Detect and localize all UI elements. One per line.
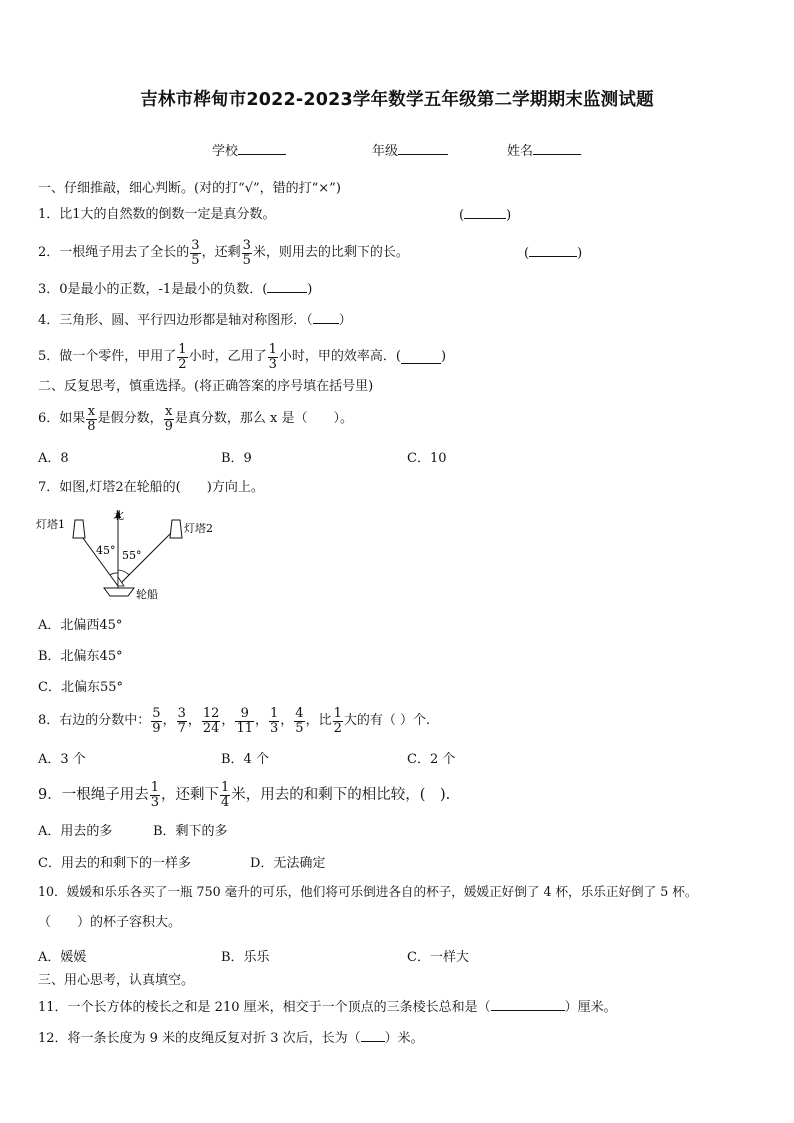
lighthouse-2-icon (170, 520, 182, 538)
q8-separator: ， (280, 713, 294, 728)
q12-text-b: ）米。 (384, 1031, 424, 1046)
q5-text-a: 5．做一个零件，甲用了 (38, 349, 177, 364)
q5-fraction-1 (177, 343, 187, 372)
question-9 (38, 775, 450, 815)
q9-text-a: 9．一根绳子用去 (38, 787, 149, 803)
q3-blank[interactable] (267, 280, 307, 293)
grade-field (372, 140, 448, 159)
q10-option-b[interactable]: B．乐乐 (221, 950, 270, 965)
q8-fraction-3 (202, 707, 221, 736)
page-title: 吉林市桦甸市2022-2023学年数学五年级第二学期期末监测试题 (140, 90, 654, 110)
name-label: 姓名 (507, 144, 534, 159)
q1-paren-right: ) (506, 208, 512, 223)
q6-f2-numerator: x (165, 403, 173, 419)
q10-option-a[interactable]: A．媛媛 (38, 950, 87, 965)
q8-fraction-numerator: 1 (270, 705, 279, 721)
q9-option-b[interactable]: B．剩下的多 (153, 824, 228, 839)
q9-f2-denominator: 4 (221, 794, 230, 810)
q6-text-c: 是真分数，那么 x 是（ ）。 (174, 411, 353, 426)
name-field (507, 140, 581, 159)
q8-fraction-6 (294, 707, 304, 736)
q4-blank[interactable] (313, 311, 339, 324)
q11-blank[interactable] (491, 998, 565, 1011)
q7-option-b[interactable]: B．北偏东45° (38, 649, 123, 664)
q8-option-b[interactable]: B．4 个 (221, 752, 269, 767)
q9-option-d[interactable]: D．无法确定 (250, 856, 326, 871)
q3-paren-right: ) (307, 282, 313, 297)
q5-blank[interactable] (401, 351, 441, 364)
name-blank[interactable] (533, 140, 581, 155)
q6-f1-numerator: x (87, 403, 96, 419)
section-2-heading: 二、反复思考，慎重选择。(将正确答案的序号填在括号里) (38, 379, 374, 394)
q7-option-c[interactable]: C．北偏东55° (38, 680, 123, 695)
question-10-line-2: （ ）的杯子容积大。 (38, 915, 182, 930)
lighthouse-2-label: 灯塔2 (184, 522, 213, 535)
question-3 (38, 280, 312, 299)
q6-option-a[interactable]: A．8 (38, 451, 69, 466)
q8-option-c[interactable]: C．2 个 (407, 752, 456, 767)
q8-fraction-half (333, 707, 343, 736)
q9-text-b: ，还剩下 (161, 787, 220, 803)
lighthouse-1-label: 灯塔1 (36, 518, 65, 531)
q6-text-a: 6．如果 (38, 411, 86, 426)
q2-f2-denominator: 5 (242, 252, 251, 268)
q8-fraction-numerator: 3 (177, 705, 186, 721)
q6-f2-denominator: 9 (164, 418, 173, 434)
question-8 (38, 702, 430, 740)
q6-fraction-2 (164, 405, 174, 434)
grade-blank[interactable] (398, 140, 448, 155)
question-10-line-1: 10．媛媛和乐乐各买了一瓶 750 毫升的可乐，他们将可乐倒进各自的杯子，媛媛正好倒了 4 杯，乐乐正好倒了 5 杯。 (38, 884, 698, 899)
q12-blank[interactable] (361, 1029, 385, 1042)
q8-separator: ， (187, 713, 201, 728)
q8-text-b: ，比 (305, 713, 332, 728)
angle-1-label: 45° (96, 544, 116, 557)
q8-fraction-denominator: 5 (295, 720, 304, 736)
north-label: 北 (113, 509, 124, 522)
q4-paren-right: ） (338, 313, 352, 328)
q2-text-a: 2．一根绳子用去了全长的 (38, 245, 190, 260)
q5-fraction-2 (268, 343, 278, 372)
line-to-lighthouse-1 (80, 534, 118, 586)
q9-option-a[interactable]: A．用去的多 (38, 824, 113, 839)
section-3-heading: 三、用心思考，认真填空。 (38, 973, 195, 988)
section-1-heading: 一、仔细推敲，细心判断。(对的打“√”，错的打“×”) (38, 181, 341, 196)
q8-fraction-denominator: 3 (270, 720, 279, 736)
q9-f1-numerator: 1 (150, 779, 160, 795)
q8-fraction-numerator: 9 (240, 705, 249, 721)
q8-fraction-numerator: 4 (295, 705, 304, 721)
q8-fraction-list (150, 707, 305, 736)
question-12 (38, 1029, 424, 1048)
q11-text-b: ）厘米。 (564, 1000, 617, 1015)
q1-answer[interactable] (459, 206, 511, 225)
q5-f1-denominator: 2 (178, 356, 187, 372)
ship-icon (104, 588, 134, 596)
q8-fraction-4 (235, 707, 254, 736)
q8-fraction-numerator: 5 (152, 705, 161, 721)
q8-fraction-denominator: 24 (202, 720, 220, 736)
lighthouse-1-icon (73, 520, 85, 538)
q8-text-c: 大的有（ ）个. (343, 713, 431, 728)
q9-f2-numerator: 1 (221, 779, 230, 795)
q1-blank[interactable] (464, 206, 506, 219)
angle-arc-2 (118, 570, 129, 575)
question-2 (38, 234, 409, 272)
angle-2-label: 55° (122, 549, 142, 562)
q2-blank[interactable] (529, 244, 577, 257)
q5-text-b: 小时，乙用了 (188, 349, 267, 364)
grade-label: 年级 (372, 144, 399, 159)
school-blank[interactable] (238, 140, 286, 155)
q6-fraction-1 (86, 405, 96, 434)
q5-f2-numerator: 1 (268, 341, 277, 357)
q6-option-c[interactable]: C．10 (407, 451, 447, 466)
question-7: 7．如图,灯塔2在轮船的( )方向上。 (38, 480, 264, 495)
q7-figure (36, 504, 236, 604)
angle-arc-1 (110, 573, 118, 575)
q8-fraction-1 (151, 707, 161, 736)
q8-fraction-numerator: 12 (202, 705, 220, 721)
q8-fraction-denominator: 9 (152, 720, 161, 736)
q4-text: 4．三角形、圆、平行四边形都是轴对称图形．（ (38, 313, 313, 328)
q2-answer[interactable] (524, 244, 582, 263)
q8-fraction-denominator: 7 (177, 720, 186, 736)
q8-fraction-denominator: 11 (236, 720, 253, 736)
q5-f1-numerator: 1 (178, 341, 187, 357)
school-field (212, 140, 286, 159)
q5-text-c: 小时，甲的效率高．( (278, 349, 401, 364)
q8-text-a: 8．右边的分数中： (38, 713, 151, 728)
q1-paren-left: ( (459, 208, 465, 223)
q8-half-numerator: 1 (333, 705, 342, 721)
q2-text-b: ，还剩 (201, 245, 241, 260)
question-4 (38, 311, 352, 330)
question-1 (38, 206, 276, 224)
q8-separator: ， (254, 713, 268, 728)
q5-paren-right: ) (440, 349, 447, 364)
q9-text-c: 米，用去的和剩下的相比较，( ). (231, 787, 451, 803)
q8-fraction-2 (177, 707, 187, 736)
school-label: 学校 (212, 144, 239, 159)
q2-f2-numerator: 3 (242, 237, 251, 253)
q3-text: 3．0是最小的正数，-1是最小的负数．( (38, 282, 268, 297)
q7-option-a[interactable]: A．北偏西45° (38, 618, 123, 633)
q2-text-c: 米，则用去的比剩下的长。 (252, 245, 409, 260)
q8-half-denominator: 2 (333, 720, 342, 736)
q10-option-c[interactable]: C．一样大 (407, 950, 469, 965)
q2-f1-denominator: 5 (191, 252, 200, 268)
q1-text: 1．比1大的自然数的倒数一定是真分数。 (38, 207, 276, 222)
q2-fraction-1 (190, 239, 200, 268)
question-6 (38, 400, 353, 438)
q2-paren-right: ) (577, 246, 583, 261)
q8-fraction-5 (269, 707, 279, 736)
q9-f1-denominator: 3 (150, 794, 160, 810)
ship-label: 轮船 (136, 588, 158, 601)
q6-option-b[interactable]: B．9 (221, 451, 252, 466)
q9-option-c[interactable]: C．用去的和剩下的一样多 (38, 856, 191, 871)
q8-separator: ， (221, 713, 235, 728)
q8-separator: ， (162, 713, 176, 728)
q9-fraction-2 (220, 781, 230, 810)
q11-text-a: 11．一个长方体的棱长之和是 210 厘米，相交于一个顶点的三条棱长总和是（ (38, 1000, 491, 1015)
q9-fraction-1 (150, 781, 160, 810)
q5-f2-denominator: 3 (268, 356, 277, 372)
q2-fraction-2 (242, 239, 252, 268)
q8-option-a[interactable]: A．3 个 (38, 752, 86, 767)
question-11 (38, 998, 617, 1017)
q12-text-a: 12．将一条长度为 9 米的皮绳反复对折 3 次后，长为（ (38, 1031, 361, 1046)
q2-f1-numerator: 3 (191, 237, 200, 253)
q6-text-b: 是假分数， (97, 411, 163, 426)
q6-f1-denominator: 8 (87, 418, 96, 434)
q2-paren-left: ( (524, 246, 530, 261)
question-5 (38, 338, 446, 376)
